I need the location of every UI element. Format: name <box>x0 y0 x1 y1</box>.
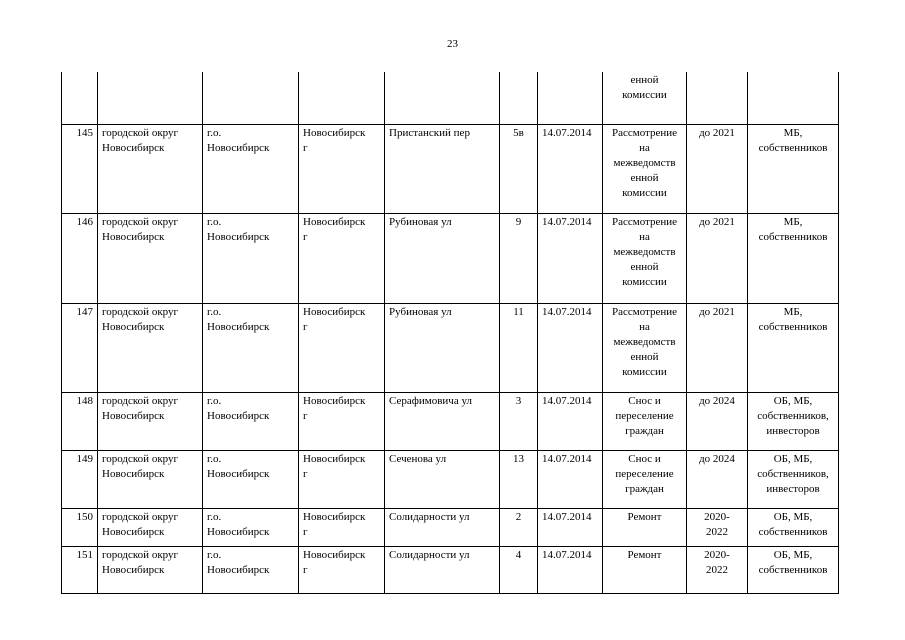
measure-cell: Ремонт <box>603 508 687 546</box>
table-row-continuation <box>62 72 839 124</box>
city-cell: Новосибирск г <box>299 392 385 450</box>
term-cell: до 2021 <box>687 124 748 213</box>
measure-cell: Рассмотрение на межведомств енной комиссии <box>603 124 687 213</box>
funding-cell: МБ, собственников <box>748 303 839 392</box>
term-cell: 2020- 2022 <box>687 546 748 593</box>
funding-cell: МБ, собственников <box>748 124 839 213</box>
row-number: 148 <box>62 392 98 450</box>
street-cell: Солидарности ул <box>385 546 500 593</box>
municipality-cell: г.о. Новосибирск <box>203 546 299 593</box>
municipality-cell: г.о. Новосибирск <box>203 508 299 546</box>
district-cell: городской округ Новосибирск <box>98 392 203 450</box>
housing-table <box>61 72 839 594</box>
funding-cell: ОБ, МБ, собственников, инвесторов <box>748 450 839 508</box>
date-cell: 14.07.2014 <box>538 392 603 450</box>
street-cell: Пристанский пер <box>385 124 500 213</box>
city-cell: Новосибирск г <box>299 546 385 593</box>
municipality-cell: г.о. Новосибирск <box>203 213 299 303</box>
street-cell: Рубиновая ул <box>385 303 500 392</box>
district-cell: городской округ Новосибирск <box>98 546 203 593</box>
municipality-cell: г.о. Новосибирск <box>203 124 299 213</box>
table-row <box>62 450 839 508</box>
table-row <box>62 392 839 450</box>
funding-cell: ОБ, МБ, собственников <box>748 546 839 593</box>
house-cell: 11 <box>500 303 538 392</box>
house-cell: 5в <box>500 124 538 213</box>
table-row <box>62 546 839 593</box>
row-number: 145 <box>62 124 98 213</box>
street-cell: Рубиновая ул <box>385 213 500 303</box>
municipality-cell: г.о. Новосибирск <box>203 303 299 392</box>
street-cell: Сеченова ул <box>385 450 500 508</box>
city-cell: Новосибирск г <box>299 124 385 213</box>
term-cell: 2020- 2022 <box>687 508 748 546</box>
table-row <box>62 508 839 546</box>
district-cell: городской округ Новосибирск <box>98 450 203 508</box>
row-number: 150 <box>62 508 98 546</box>
table-row <box>62 213 839 303</box>
house-cell: 13 <box>500 450 538 508</box>
term-cell: до 2024 <box>687 450 748 508</box>
measure-cell: Снос и переселение граждан <box>603 392 687 450</box>
city-cell: Новосибирск г <box>299 508 385 546</box>
city-cell: Новосибирск г <box>299 450 385 508</box>
funding-cell: ОБ, МБ, собственников, инвесторов <box>748 392 839 450</box>
date-cell: 14.07.2014 <box>538 546 603 593</box>
date-cell: 14.07.2014 <box>538 303 603 392</box>
municipality-cell: г.о. Новосибирск <box>203 450 299 508</box>
row-number: 146 <box>62 213 98 303</box>
term-cell: до 2021 <box>687 303 748 392</box>
district-cell: городской округ Новосибирск <box>98 213 203 303</box>
measure-cell: енной комиссии <box>603 72 687 124</box>
funding-cell: ОБ, МБ, собственников <box>748 508 839 546</box>
term-cell: до 2021 <box>687 213 748 303</box>
page-number: 23 <box>447 38 458 50</box>
table-row <box>62 303 839 392</box>
district-cell: городской округ Новосибирск <box>98 303 203 392</box>
row-number: 149 <box>62 450 98 508</box>
term-cell: до 2024 <box>687 392 748 450</box>
date-cell: 14.07.2014 <box>538 508 603 546</box>
measure-cell: Снос и переселение граждан <box>603 450 687 508</box>
table-row <box>62 124 839 213</box>
measure-cell: Рассмотрение на межведомств енной комиссии <box>603 213 687 303</box>
house-cell: 4 <box>500 546 538 593</box>
city-cell: Новосибирск г <box>299 303 385 392</box>
date-cell: 14.07.2014 <box>538 450 603 508</box>
municipality-cell: г.о. Новосибирск <box>203 392 299 450</box>
row-number: 151 <box>62 546 98 593</box>
funding-cell: МБ, собственников <box>748 213 839 303</box>
city-cell: Новосибирск г <box>299 213 385 303</box>
date-cell: 14.07.2014 <box>538 124 603 213</box>
house-cell: 9 <box>500 213 538 303</box>
row-number: 147 <box>62 303 98 392</box>
measure-cell: Ремонт <box>603 546 687 593</box>
street-cell: Серафимовича ул <box>385 392 500 450</box>
street-cell: Солидарности ул <box>385 508 500 546</box>
measure-cell: Рассмотрение на межведомств енной комиссии <box>603 303 687 392</box>
date-cell: 14.07.2014 <box>538 213 603 303</box>
house-cell: 3 <box>500 392 538 450</box>
district-cell: городской округ Новосибирск <box>98 124 203 213</box>
house-cell: 2 <box>500 508 538 546</box>
district-cell: городской округ Новосибирск <box>98 508 203 546</box>
